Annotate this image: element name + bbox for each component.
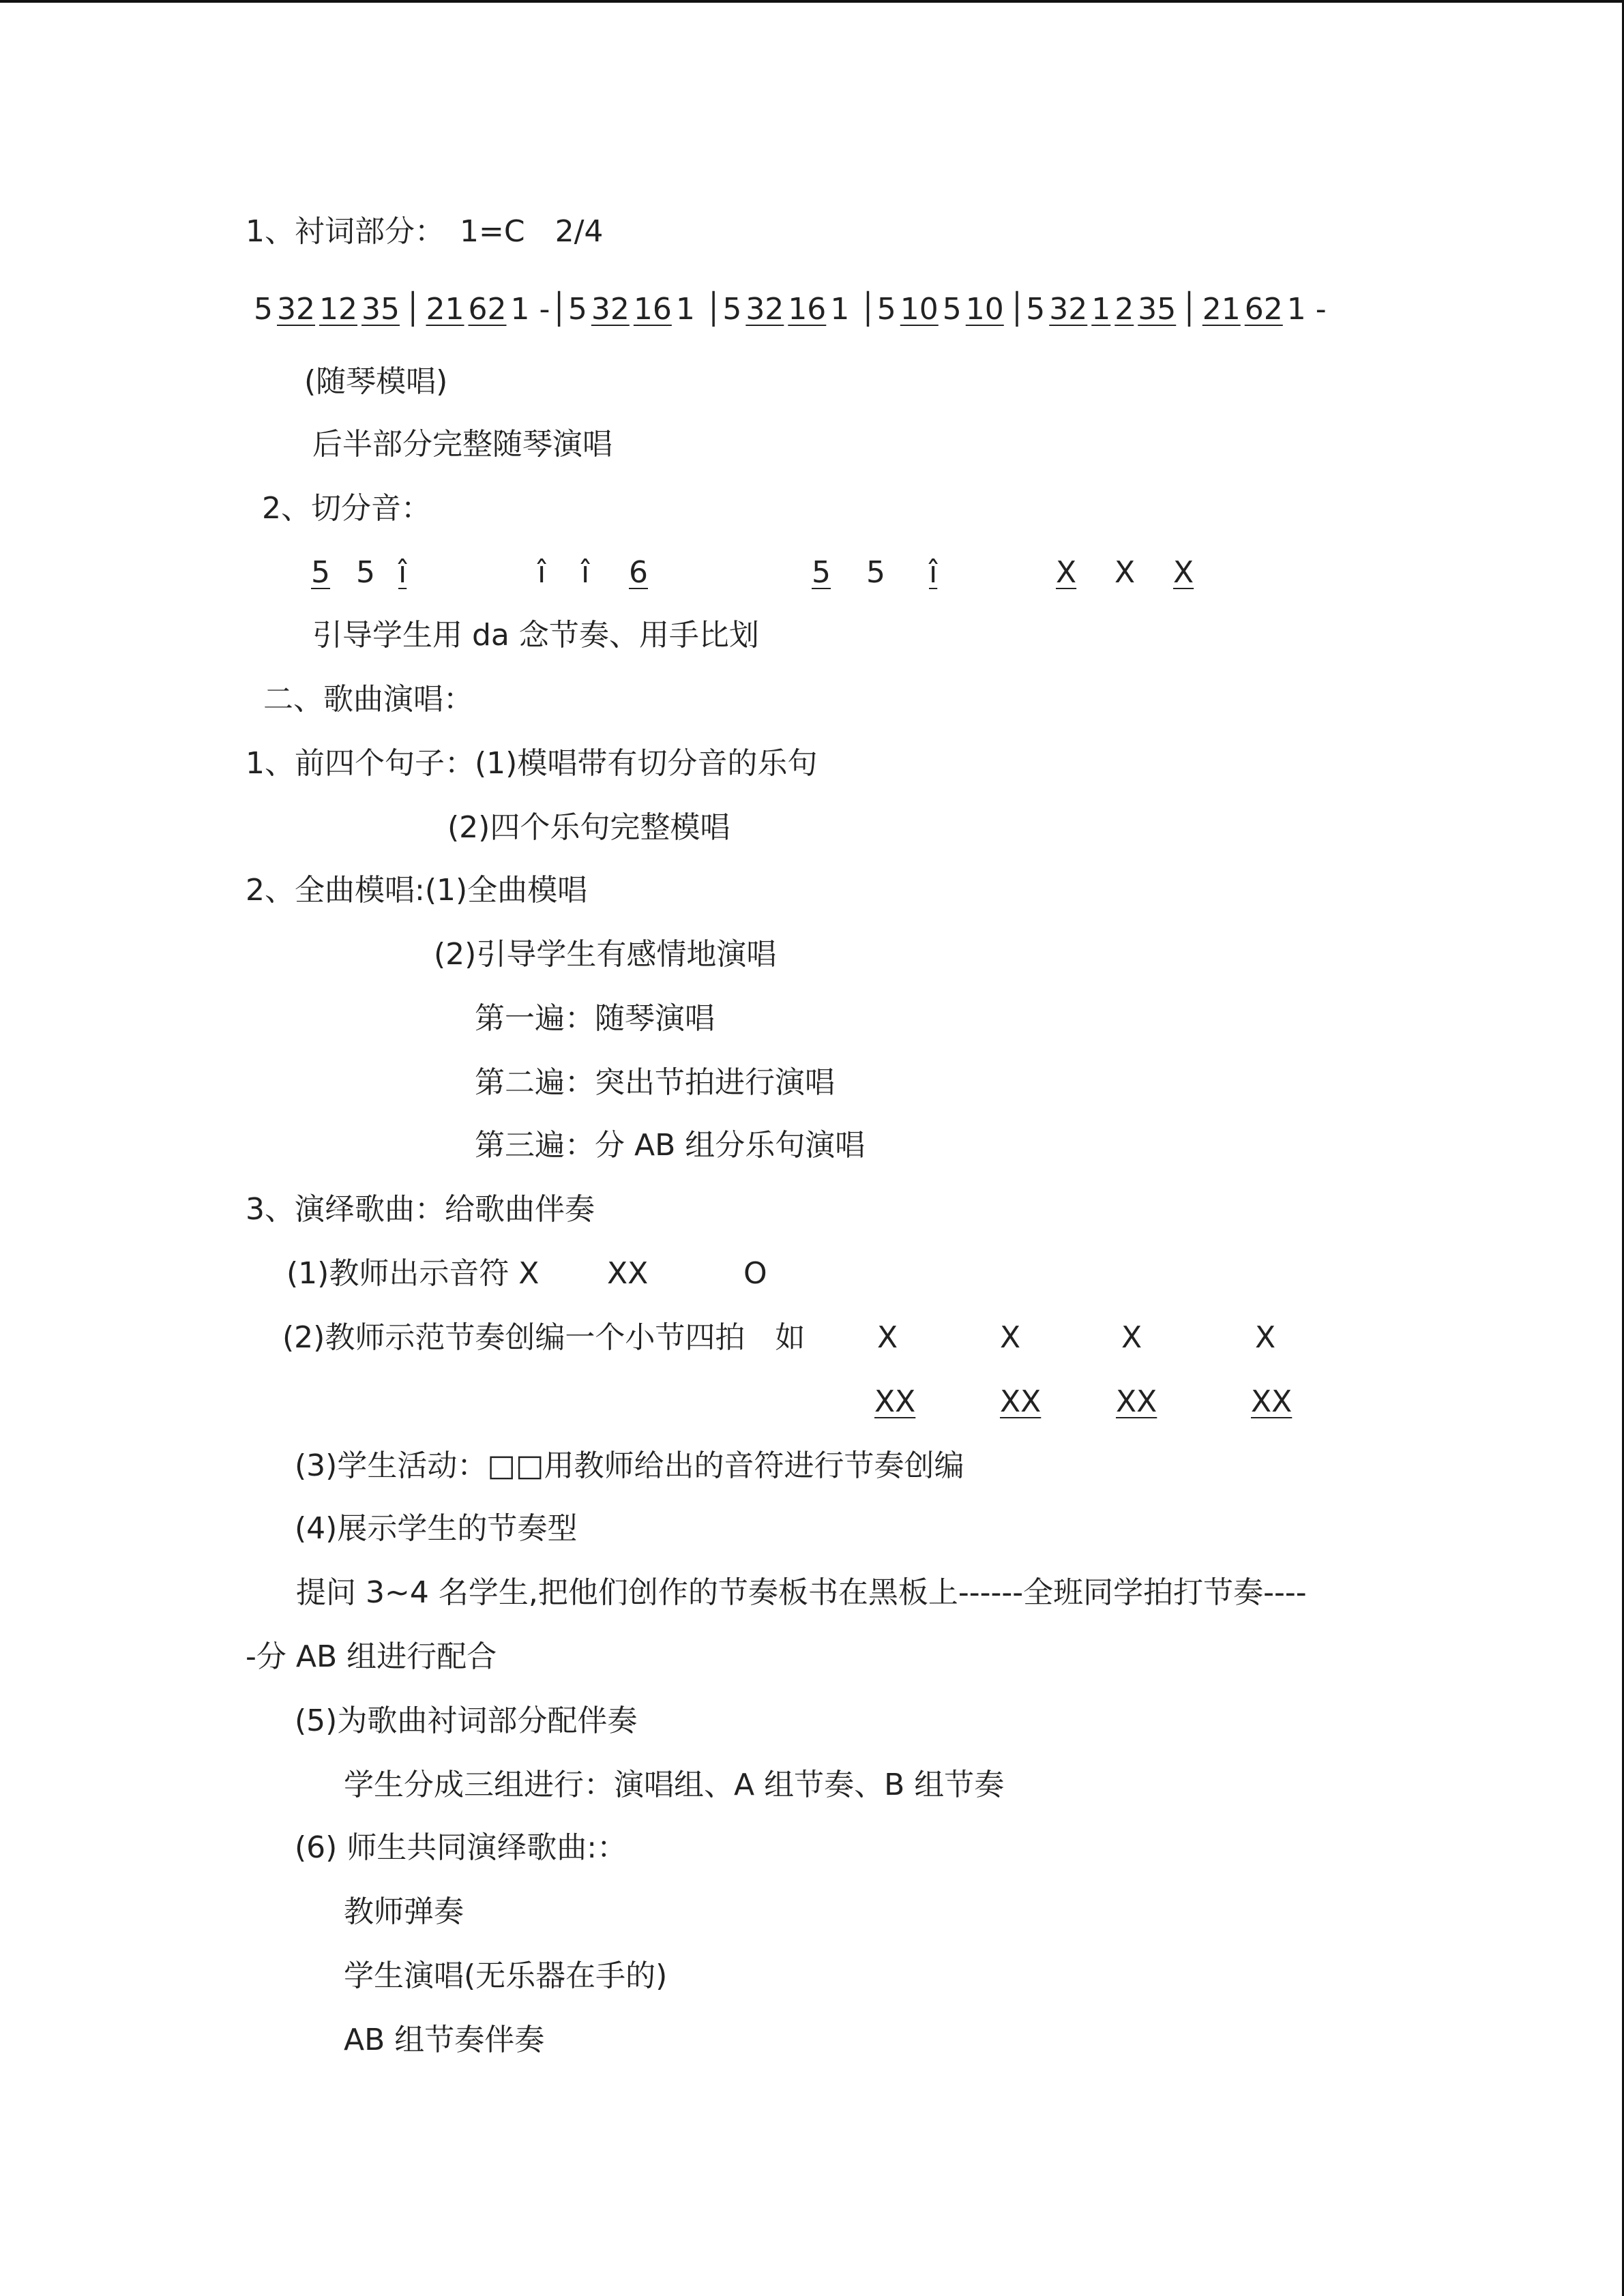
notation-token: 1 │5 <box>675 292 742 327</box>
note-symbol: XX <box>607 1256 649 1291</box>
syncopation-note: X <box>1173 555 1194 590</box>
item-first-four-phrases: 1、前四个句子：(1)模唱带有切分音的乐句 <box>246 746 818 781</box>
section-song-singing: 二、歌曲演唱： <box>263 682 473 717</box>
notation-token: 1 │5 <box>830 292 896 327</box>
paragraph-question-cont: -分 AB 组进行配合 <box>246 1639 497 1674</box>
item-four-phrases: (2)四个乐句完整模唱 <box>447 810 730 845</box>
notation-token: 2 <box>1114 292 1134 327</box>
notation-token: 32 <box>1049 292 1088 327</box>
notation-token: 1 -│5 <box>510 292 587 327</box>
syncopation-note: X <box>1056 555 1077 590</box>
syncopation-note: î <box>581 555 590 590</box>
syncopation-note: î <box>929 555 938 590</box>
notation-token: 21 <box>1202 292 1241 327</box>
syncopation-note: 5 <box>812 555 831 590</box>
rhythm-note: X <box>1255 1320 1276 1355</box>
notation-token: 21 <box>426 292 464 327</box>
syncopation-note: 6 <box>629 555 648 590</box>
notation-token: │5 <box>1007 292 1046 327</box>
notation-token: 1 <box>1091 292 1111 327</box>
notation-token: │ <box>404 292 422 327</box>
rhythm-note: XX <box>1251 1384 1293 1419</box>
rhythm-note: X <box>877 1320 898 1355</box>
notation-token: 1 - <box>1286 292 1327 327</box>
item-students-sing: 学生演唱(无乐器在手的) <box>344 1958 668 1993</box>
item-student-activity: (3)学生活动：□□用教师给出的音符进行节奏创编 <box>295 1448 964 1483</box>
item-emotional-singing: (2)引导学生有感情地演唱 <box>434 937 777 972</box>
section-lyric-part: 1、衬词部分： 1=C 2/4 <box>246 214 604 249</box>
item-third-pass: 第三遍：分 AB 组分乐句演唱 <box>475 1128 866 1163</box>
syncopation-note: 5 <box>866 555 885 590</box>
rhythm-note: X <box>1000 1320 1021 1355</box>
item-interpret-song: 3、演绎歌曲：给歌曲伴奏 <box>246 1192 595 1227</box>
notation-token: 35 <box>1138 292 1177 327</box>
numbered-notation-line <box>254 289 1331 330</box>
notation-token: 16 <box>633 292 672 327</box>
syncopation-note: î <box>398 555 407 590</box>
notation-token: 5 <box>254 292 273 327</box>
notation-token: 32 <box>745 292 784 327</box>
notation-token: 32 <box>277 292 315 327</box>
item-accompaniment: (5)为歌曲衬词部分配伴奏 <box>295 1703 638 1738</box>
syncopation-note: î <box>537 555 546 590</box>
item-show-rhythms: (4)展示学生的节奏型 <box>295 1511 578 1546</box>
note-da-rhythm: 引导学生用 da 念节奏、用手比划 <box>312 618 759 653</box>
rhythm-note: XX <box>874 1384 916 1419</box>
notation-token: 16 <box>788 292 827 327</box>
item-teacher-notes: (1)教师出示音符 X <box>286 1256 540 1291</box>
notation-token: 10 <box>965 292 1004 327</box>
rhythm-note: XX <box>1116 1384 1157 1419</box>
syncopation-note: 5 <box>311 555 330 590</box>
notation-token: │ <box>1180 292 1198 327</box>
notation-token: 62 <box>1244 292 1283 327</box>
notation-token: 62 <box>468 292 507 327</box>
paragraph-question: 提问 3~4 名学生,把他们创作的节奏板书在黑板上------全班同学拍打节奏---- <box>296 1575 1307 1610</box>
item-second-pass: 第二遍：突出节拍进行演唱 <box>475 1065 835 1100</box>
note-piano-sing: (随琴模唱) <box>304 364 448 399</box>
notation-token: 12 <box>319 292 357 327</box>
notation-token: 10 <box>900 292 939 327</box>
syncopation-note: 5 <box>356 555 375 590</box>
rhythm-note: XX <box>1000 1384 1042 1419</box>
notation-token: 5 <box>942 292 962 327</box>
item-first-pass: 第一遍：随琴演唱 <box>475 1001 715 1036</box>
item-three-groups: 学生分成三组进行：演唱组、A 组节奏、B 组节奏 <box>344 1768 1005 1802</box>
item-perform-together: (6) 师生共同演绎歌曲:： <box>295 1830 628 1865</box>
item-full-song: 2、全曲模唱:(1)全曲模唱 <box>246 873 588 908</box>
note-second-half: 后半部分完整随琴演唱 <box>312 427 612 462</box>
syncopation-note: X <box>1114 555 1136 590</box>
rhythm-note: X <box>1121 1320 1142 1355</box>
item-rhythm-demo: (2)教师示范节奏创编一个小节四拍 如 <box>282 1320 806 1355</box>
section-syncopation: 2、切分音： <box>262 491 431 526</box>
item-ab-group: AB 组节奏伴奏 <box>344 2023 545 2057</box>
note-symbol: O <box>743 1256 767 1291</box>
notation-token: 32 <box>591 292 630 327</box>
notation-token: 35 <box>361 292 400 327</box>
item-teacher-play: 教师弹奏 <box>344 1894 464 1929</box>
